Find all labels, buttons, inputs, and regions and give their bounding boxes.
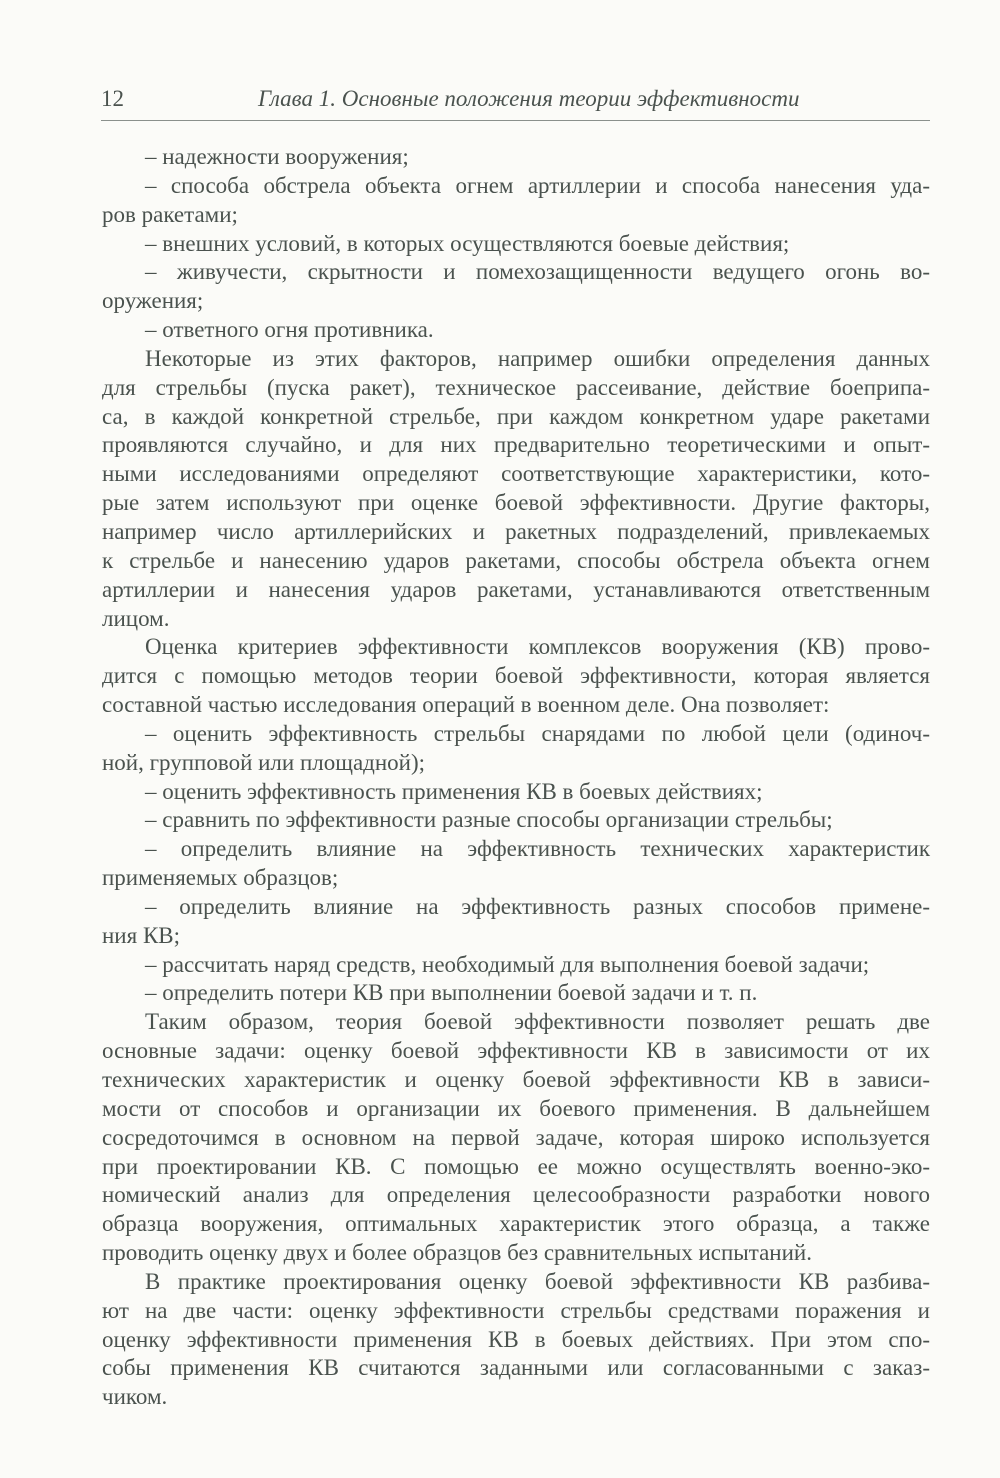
text-line: образца вооружения, оптимальных характеристик этого образца, а также (102, 1211, 930, 1237)
text-line: ют на две части: оценку эффективности стрельбы средствами поражения и (102, 1297, 930, 1323)
text-line: применяемых образцов; (102, 865, 339, 891)
text-line: к стрельбе и нанесению ударов ракетами, способы обстрела объекта огнем (102, 547, 930, 573)
text-line: – ответного огня противника. (145, 317, 434, 343)
page-number: 12 (101, 86, 124, 111)
text-line: Оценка критериев эффективности комплексов вооружения (КВ) прово- (145, 634, 930, 660)
text-line: для стрельбы (пуска ракет), техническое рассеивание, действие боеприпа- (102, 374, 930, 400)
text-line: – определить влияние на эффективность разных способов примене- (145, 893, 930, 919)
text-line: – рассчитать наряд средств, необходимый для выполнения боевой задачи; (145, 951, 870, 977)
header-rule (101, 120, 930, 121)
text-line: ров ракетами; (102, 201, 238, 227)
text-line: – оценить эффективность применения КВ в боевых действиях; (145, 778, 763, 804)
text-line: – оценить эффективность стрельбы снарядами по любой цели (одиноч- (145, 720, 930, 746)
text-line: артиллерии и нанесения ударов ракетами, устанавливаются ответственным (102, 576, 930, 602)
text-line: собы применения КВ считаются заданными или согласованными с заказ- (102, 1355, 930, 1381)
text-line: лицом. (102, 605, 170, 631)
text-line: чиком. (102, 1384, 168, 1410)
text-line: проводить оценку двух и более образцов без сравнительных испытаний. (102, 1240, 812, 1266)
text-line: рые затем используют при оценке боевой эффективности. Другие факторы, (102, 490, 930, 516)
text-line: основные задачи: оценку боевой эффективности КВ в зависимости от их (102, 1038, 930, 1064)
text-line: – живучести, скрытности и помехозащищенности ведущего огонь во- (145, 259, 930, 285)
text-line: Некоторые из этих факторов, например ошибки определения данных (145, 345, 930, 371)
text-line: – внешних условий, в которых осуществляются боевые действия; (145, 230, 790, 256)
page-body-text (102, 143, 930, 1412)
text-line: са, в каждой конкретной стрельбе, при каждом конкретном ударе ракетами (102, 403, 930, 429)
text-line: составной частью исследования операций в военном деле. Она позволяет: (102, 692, 830, 718)
text-line: сосредоточимся в основном на первой задаче, которая широко используется (102, 1124, 930, 1150)
text-line: В практике проектирования оценку боевой эффективности КВ разбива- (145, 1268, 930, 1294)
text-line: например число артиллерийских и ракетных подразделений, привлекаемых (102, 518, 930, 544)
text-line: технических характеристик и оценку боевой эффективности КВ в зависи- (102, 1067, 930, 1092)
running-header-title: Глава 1. Основные положения теории эффективности (258, 86, 800, 111)
text-line: ными исследованиями определяют соответствующие характеристики, кото- (102, 461, 930, 487)
text-line: ния КВ; (102, 922, 181, 948)
text-line: оценку эффективности применения КВ в боевых действиях. При этом спо- (102, 1326, 930, 1352)
text-line: оружения; (102, 288, 204, 314)
text-line: номический анализ для определения целесообразности разработки нового (102, 1182, 930, 1208)
text-line: – надежности вооружения; (145, 144, 409, 169)
text-line: дится с помощью методов теории боевой эффективности, которая является (102, 663, 930, 689)
text-line: ной, групповой или площадной); (102, 749, 426, 775)
text-line: – сравнить по эффективности разные способы организации стрельбы; (145, 807, 833, 833)
text-line: проявляются случайно, и для них предварительно теоретическими и опыт- (102, 432, 930, 458)
text-line: – определить потери КВ при выполнении боевой задачи и т. п. (145, 980, 758, 1006)
text-line: при проектировании КВ. С помощью ее можно осуществлять военно-эко- (102, 1153, 930, 1179)
text-line: Таким образом, теория боевой эффективности позволяет решать две (145, 1009, 930, 1035)
text-line: мости от способов и организации их боевого применения. В дальнейшем (102, 1095, 930, 1121)
text-line: – способа обстрела объекта огнем артиллерии и способа нанесения уда- (145, 172, 930, 198)
text-line: – определить влияние на эффективность технических характеристик (145, 836, 930, 862)
